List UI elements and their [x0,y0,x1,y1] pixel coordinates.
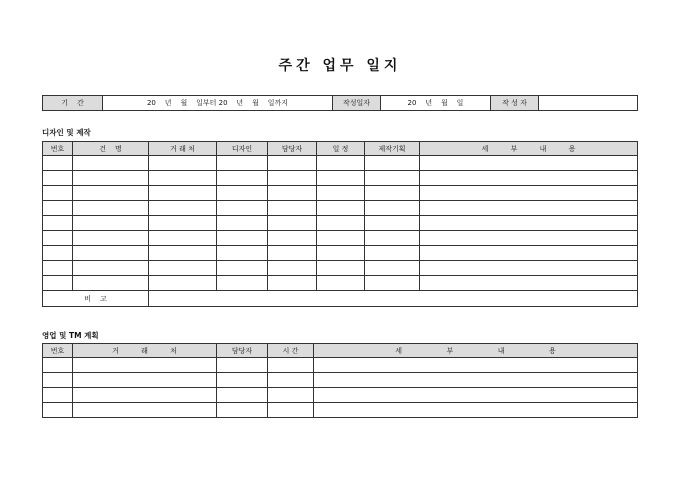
table-cell[interactable] [268,246,317,261]
table-cell[interactable] [217,186,268,201]
document-title: 주간 업무 일지 [278,58,402,74]
header-design: 디자인 [217,142,268,156]
header-schedule: 일 정 [317,142,365,156]
table-cell[interactable] [365,261,420,276]
table-cell[interactable] [268,171,317,186]
table-cell[interactable] [73,231,149,246]
table-cell[interactable] [217,388,268,403]
table-cell[interactable] [217,216,268,231]
table-cell[interactable] [268,261,317,276]
table-cell[interactable] [268,373,314,388]
table-cell[interactable] [73,403,217,418]
header-manager: 담당자 [268,142,317,156]
header-item-name: 건 명 [73,142,149,156]
table-cell[interactable] [43,261,73,276]
table-cell[interactable] [317,261,365,276]
table-cell[interactable] [149,186,217,201]
table-cell[interactable] [420,216,638,231]
table-row [43,156,638,171]
table-row [43,246,638,261]
period-table [42,95,638,111]
table-cell[interactable] [365,231,420,246]
written-date-field[interactable]: 20 년 월 일 [381,96,491,111]
table-cell[interactable] [217,373,268,388]
table-cell[interactable] [217,156,268,171]
table-cell[interactable] [314,358,638,373]
table-cell[interactable] [217,246,268,261]
table-cell[interactable] [217,231,268,246]
table-cell[interactable] [73,156,149,171]
table-row [43,276,638,291]
table-cell[interactable] [365,186,420,201]
table-row [43,201,638,216]
table-cell[interactable] [149,231,217,246]
table-cell[interactable] [268,156,317,171]
table-row [43,358,638,373]
table-row [43,171,638,186]
table-cell[interactable] [73,186,149,201]
design-section-heading: 디자인 및 제작 [42,128,91,137]
table-cell[interactable] [73,216,149,231]
table-cell[interactable] [317,186,365,201]
table-cell[interactable] [365,201,420,216]
header-client: 거 래 처 [149,142,217,156]
table-cell[interactable] [73,388,217,403]
table-cell[interactable] [420,201,638,216]
table-cell[interactable] [317,171,365,186]
table-cell[interactable] [43,156,73,171]
table-cell[interactable] [268,231,317,246]
table-cell[interactable] [73,358,217,373]
table-cell[interactable] [217,201,268,216]
table-cell[interactable] [43,403,73,418]
written-date-label: 작성일자 [333,96,381,111]
table-cell[interactable] [149,171,217,186]
table-cell[interactable] [317,246,365,261]
table-cell[interactable] [365,276,420,291]
table-cell[interactable] [317,231,365,246]
table-cell[interactable] [217,261,268,276]
table-cell[interactable] [73,276,149,291]
table-cell[interactable] [43,388,73,403]
table-cell[interactable] [420,171,638,186]
table-cell[interactable] [73,171,149,186]
table-cell[interactable] [149,276,217,291]
table-cell[interactable] [43,246,73,261]
table-cell[interactable] [149,246,217,261]
table-cell[interactable] [149,261,217,276]
table-cell[interactable] [317,201,365,216]
table-cell[interactable] [420,261,638,276]
header-number: 번호 [43,142,73,156]
table-row [43,186,638,201]
table-cell[interactable] [43,186,73,201]
table-row [43,403,638,418]
author-field[interactable] [539,96,638,111]
table-row [43,231,638,246]
table-cell[interactable] [43,171,73,186]
table-row [43,261,638,276]
table-cell[interactable] [365,171,420,186]
table-cell[interactable] [268,201,317,216]
table-cell[interactable] [149,201,217,216]
table-cell[interactable] [420,156,638,171]
table-cell[interactable] [149,216,217,231]
table-cell[interactable] [268,276,317,291]
table-cell[interactable] [217,171,268,186]
table-row [43,216,638,231]
table-cell[interactable] [43,201,73,216]
header-production-plan: 제작기획 [365,142,420,156]
table-cell[interactable] [314,388,638,403]
table-row [43,388,638,403]
table-cell[interactable] [420,246,638,261]
table-cell[interactable] [365,216,420,231]
table-row [43,373,638,388]
table-cell[interactable] [217,276,268,291]
table-cell[interactable] [365,156,420,171]
remarks-label: 비 고 [43,291,149,307]
table-cell[interactable] [73,201,149,216]
table-cell[interactable] [365,246,420,261]
table-cell[interactable] [73,261,149,276]
sales-section-heading: 영업 및 TM 계획 [42,331,99,340]
table-cell[interactable] [268,216,317,231]
table-cell[interactable] [73,246,149,261]
table-cell[interactable] [317,276,365,291]
sales-header-time: 시 간 [268,344,314,358]
table-cell[interactable] [314,403,638,418]
sales-header-manager: 담당자 [217,344,268,358]
table-cell[interactable] [43,373,73,388]
table-cell[interactable] [217,358,268,373]
period-range[interactable]: 20 년 월 일부터 20 년 월 일까지 [103,96,333,111]
table-cell[interactable] [420,231,638,246]
table-cell[interactable] [317,216,365,231]
sales-header-number: 번호 [43,344,73,358]
table-cell[interactable] [217,403,268,418]
table-cell[interactable] [268,358,314,373]
table-cell[interactable] [268,186,317,201]
sales-table [42,343,638,418]
sales-header-client: 거 래 처 [73,344,217,358]
design-table [42,141,638,307]
table-cell[interactable] [268,403,314,418]
table-cell[interactable] [420,186,638,201]
period-label: 기 간 [43,96,103,111]
table-cell[interactable] [268,388,314,403]
table-cell[interactable] [43,231,73,246]
table-cell[interactable] [43,216,73,231]
table-cell[interactable] [73,373,217,388]
table-cell[interactable] [317,156,365,171]
table-cell[interactable] [149,156,217,171]
header-details: 세 부 내 용 [420,142,638,156]
table-cell[interactable] [420,276,638,291]
sales-header-details: 세 부 내 용 [314,344,638,358]
table-cell[interactable] [314,373,638,388]
remarks-field[interactable] [149,291,638,307]
table-cell[interactable] [43,276,73,291]
author-label: 작 성 자 [491,96,539,111]
table-cell[interactable] [43,358,73,373]
